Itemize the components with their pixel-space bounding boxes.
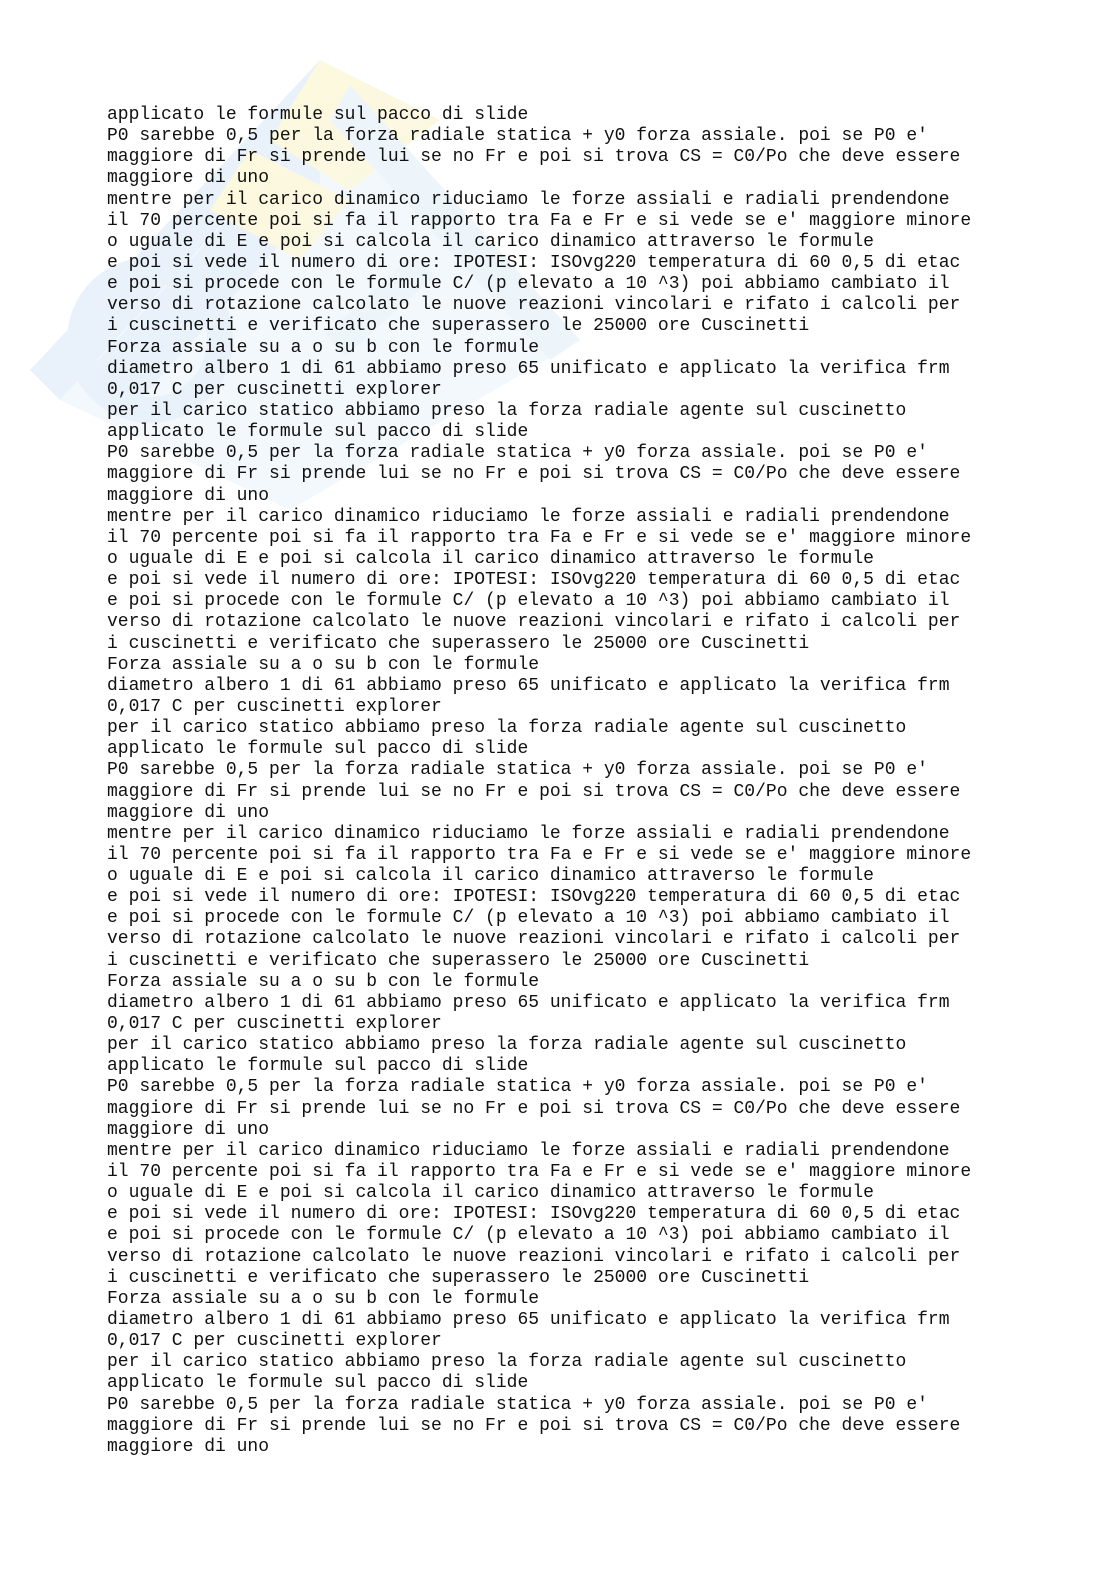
text-line: verso di rotazione calcolato le nuove reazioni vincolari e rifato i calcoli per: [107, 929, 961, 950]
text-line: maggiore di uno: [107, 802, 270, 823]
text-line: o uguale di E e poi si calcola il carico dinamico attraverso le formule: [107, 866, 874, 887]
text-line: maggiore di Fr si prende lui se no Fr e poi si trova CS = C0/Po che deve essere: [107, 464, 961, 485]
text-line: maggiore di uno: [107, 1119, 270, 1140]
text-line: Forza assiale su a o su b con le formule: [107, 337, 540, 358]
text-line: 0,017 C per cuscinetti explorer: [107, 696, 442, 717]
text-line: i cuscinetti e verificato che superassero le 25000 ore Cuscinetti: [107, 316, 810, 337]
text-line: e poi si vede il numero di ore: IPOTESI: ISOvg220 temperatura di 60 0,5 di etac: [107, 1204, 961, 1225]
text-line: 0,017 C per cuscinetti explorer: [107, 379, 442, 400]
text-line: maggiore di Fr si prende lui se no Fr e poi si trova CS = C0/Po che deve essere: [107, 1098, 961, 1119]
text-line: mentre per il carico dinamico riduciamo le forze assiali e radiali prendendone: [107, 189, 950, 210]
text-line: P0 sarebbe 0,5 per la forza radiale statica + y0 forza assiale. poi se P0 e': [107, 760, 928, 781]
document-body-text: [107, 105, 1027, 1458]
text-line: Forza assiale su a o su b con le formule: [107, 1288, 540, 1309]
text-line: P0 sarebbe 0,5 per la forza radiale statica + y0 forza assiale. poi se P0 e': [107, 443, 928, 464]
text-line: Forza assiale su a o su b con le formule: [107, 971, 540, 992]
text-line: e poi si vede il numero di ore: IPOTESI: ISOvg220 temperatura di 60 0,5 di etac: [107, 887, 961, 908]
text-line: mentre per il carico dinamico riduciamo le forze assiali e radiali prendendone: [107, 1140, 950, 1161]
text-line: maggiore di uno: [107, 1436, 270, 1457]
text-line: il 70 percente poi si fa il rapporto tra Fa e Fr e si vede se e' maggiore minore: [107, 210, 972, 231]
text-line: il 70 percente poi si fa il rapporto tra Fa e Fr e si vede se e' maggiore minore: [107, 844, 972, 865]
text-line: verso di rotazione calcolato le nuove reazioni vincolari e rifato i calcoli per: [107, 1246, 961, 1267]
text-line: o uguale di E e poi si calcola il carico dinamico attraverso le formule: [107, 231, 874, 252]
text-line: e poi si procede con le formule C/ (p elevato a 10 ^3) poi abbiamo cambiato il: [107, 1225, 950, 1246]
text-line: P0 sarebbe 0,5 per la forza radiale statica + y0 forza assiale. poi se P0 e': [107, 126, 928, 147]
text-line: applicato le formule sul pacco di slide: [107, 422, 529, 443]
text-line: diametro albero 1 di 61 abbiamo preso 65 unificato e applicato la verifica frm: [107, 358, 950, 379]
text-line: i cuscinetti e verificato che superassero le 25000 ore Cuscinetti: [107, 633, 810, 654]
text-line: P0 sarebbe 0,5 per la forza radiale statica + y0 forza assiale. poi se P0 e': [107, 1077, 928, 1098]
text-line: il 70 percente poi si fa il rapporto tra Fa e Fr e si vede se e' maggiore minore: [107, 1162, 972, 1183]
text-line: verso di rotazione calcolato le nuove reazioni vincolari e rifato i calcoli per: [107, 295, 961, 316]
text-line: maggiore di Fr si prende lui se no Fr e poi si trova CS = C0/Po che deve essere: [107, 781, 961, 802]
text-line: Forza assiale su a o su b con le formule: [107, 654, 540, 675]
text-line: maggiore di Fr si prende lui se no Fr e poi si trova CS = C0/Po che deve essere: [107, 147, 961, 168]
text-line: verso di rotazione calcolato le nuove reazioni vincolari e rifato i calcoli per: [107, 612, 961, 633]
text-line: diametro albero 1 di 61 abbiamo preso 65 unificato e applicato la verifica frm: [107, 992, 950, 1013]
text-line: e poi si vede il numero di ore: IPOTESI: ISOvg220 temperatura di 60 0,5 di etac: [107, 570, 961, 591]
text-line: per il carico statico abbiamo preso la forza radiale agente sul cuscinetto: [107, 400, 907, 421]
text-line: P0 sarebbe 0,5 per la forza radiale statica + y0 forza assiale. poi se P0 e': [107, 1394, 928, 1415]
text-line: i cuscinetti e verificato che superassero le 25000 ore Cuscinetti: [107, 1267, 810, 1288]
text-line: mentre per il carico dinamico riduciamo le forze assiali e radiali prendendone: [107, 823, 950, 844]
text-line: diametro albero 1 di 61 abbiamo preso 65 unificato e applicato la verifica frm: [107, 1310, 950, 1331]
text-line: applicato le formule sul pacco di slide: [107, 1373, 529, 1394]
text-line: e poi si procede con le formule C/ (p elevato a 10 ^3) poi abbiamo cambiato il: [107, 591, 950, 612]
text-line: o uguale di E e poi si calcola il carico dinamico attraverso le formule: [107, 548, 874, 569]
text-line: maggiore di uno: [107, 485, 270, 506]
text-line: applicato le formule sul pacco di slide: [107, 1056, 529, 1077]
text-line: 0,017 C per cuscinetti explorer: [107, 1331, 442, 1352]
text-line: il 70 percente poi si fa il rapporto tra Fa e Fr e si vede se e' maggiore minore: [107, 527, 972, 548]
text-line: e poi si procede con le formule C/ (p elevato a 10 ^3) poi abbiamo cambiato il: [107, 274, 950, 295]
text-line: e poi si procede con le formule C/ (p elevato a 10 ^3) poi abbiamo cambiato il: [107, 908, 950, 929]
text-line: 0,017 C per cuscinetti explorer: [107, 1014, 442, 1035]
text-line: per il carico statico abbiamo preso la forza radiale agente sul cuscinetto: [107, 718, 907, 739]
text-line: e poi si vede il numero di ore: IPOTESI: ISOvg220 temperatura di 60 0,5 di etac: [107, 252, 961, 273]
text-line: i cuscinetti e verificato che superassero le 25000 ore Cuscinetti: [107, 950, 810, 971]
text-line: applicato le formule sul pacco di slide: [107, 105, 529, 125]
text-line: maggiore di Fr si prende lui se no Fr e poi si trova CS = C0/Po che deve essere: [107, 1415, 961, 1436]
text-line: mentre per il carico dinamico riduciamo le forze assiali e radiali prendendone: [107, 506, 950, 527]
text-line: o uguale di E e poi si calcola il carico dinamico attraverso le formule: [107, 1183, 874, 1204]
text-line: maggiore di uno: [107, 168, 270, 189]
text-line: per il carico statico abbiamo preso la forza radiale agente sul cuscinetto: [107, 1035, 907, 1056]
text-line: diametro albero 1 di 61 abbiamo preso 65 unificato e applicato la verifica frm: [107, 675, 950, 696]
text-line: applicato le formule sul pacco di slide: [107, 739, 529, 760]
text-line: per il carico statico abbiamo preso la forza radiale agente sul cuscinetto: [107, 1352, 907, 1373]
